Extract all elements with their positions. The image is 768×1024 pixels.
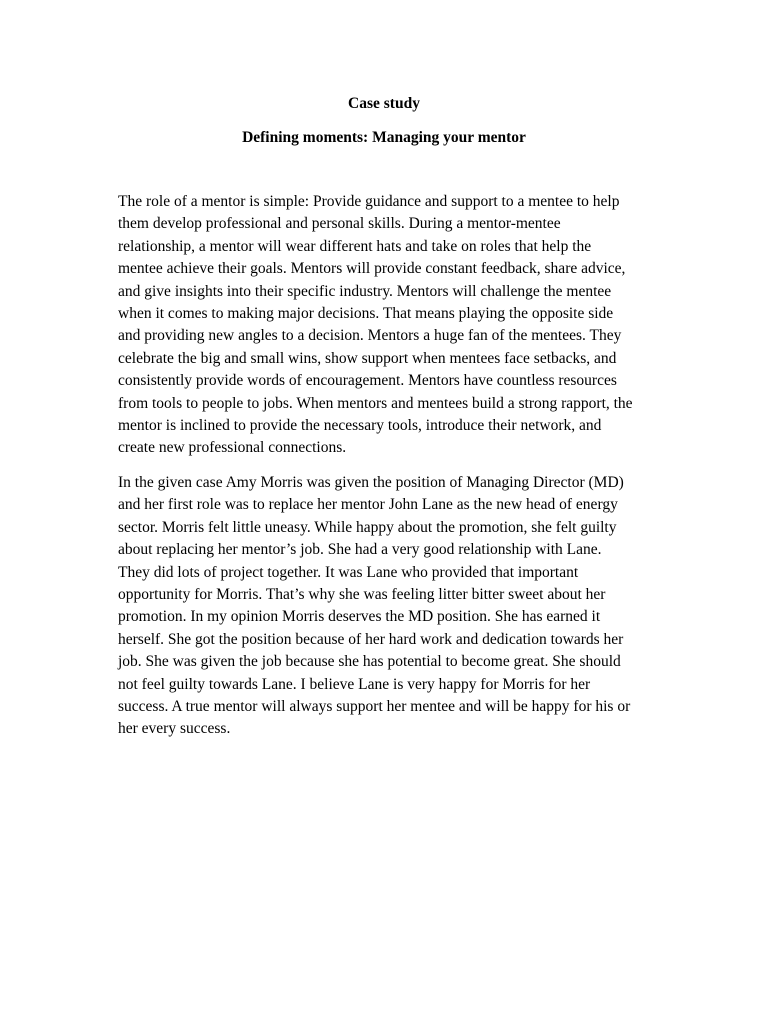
paragraph-line: and give insights into their specific industry. Mentors will challenge the mentee	[118, 282, 612, 300]
paragraph-line: job. She was given the job because she has potential to become great. She should	[118, 653, 621, 671]
paragraph-line: relationship, a mentor will wear different hats and take on roles that help the	[118, 237, 592, 255]
paragraph-line: from tools to people to jobs. When mentors and mentees build a strong rapport, the	[118, 394, 633, 412]
paragraph-line: celebrate the big and small wins, show support when mentees face setbacks, and	[118, 349, 617, 367]
paragraph-line: and providing new angles to a decision. Mentors a huge fan of the mentees. They	[118, 327, 622, 345]
document-title: Case study	[348, 95, 420, 112]
document-subtitle: Defining moments: Managing your mentor	[242, 129, 526, 146]
paragraph-line: mentee achieve their goals. Mentors will provide constant feedback, share advice,	[118, 260, 626, 278]
paragraph-line: when it comes to making major decisions. That means playing the opposite side	[118, 305, 614, 323]
paragraph-line: not feel guilty towards Lane. I believe Lane is very happy for Morris for her	[118, 675, 591, 693]
paragraph-line: consistently provide words of encouragement. Mentors have countless resources	[118, 372, 617, 390]
paragraph-line: her every success.	[118, 720, 231, 738]
paragraph-line: and her first role was to replace her mentor John Lane as the new head of energy	[118, 496, 618, 514]
paragraph-2	[118, 472, 666, 741]
paragraph-line: them develop professional and personal skills. During a mentor-mentee	[118, 215, 561, 233]
paragraph-line: create new professional connections.	[118, 439, 347, 457]
paragraph-line: about replacing her mentor’s job. She had a very good relationship with Lane.	[118, 541, 602, 559]
paragraph-line: success. A true mentor will always support her mentee and will be happy for his or	[118, 698, 631, 716]
paragraph-line: promotion. In my opinion Morris deserves the MD position. She has earned it	[118, 608, 601, 626]
paragraph-line: opportunity for Morris. That’s why she was feeling litter bitter sweet about her	[118, 586, 606, 604]
paragraph-line: herself. She got the position because of her hard work and dedication towards her	[118, 630, 624, 648]
paragraph-1	[118, 191, 666, 460]
paragraph-line: sector. Morris felt little uneasy. While happy about the promotion, she felt guilty	[118, 518, 617, 536]
paragraph-line: They did lots of project together. It was Lane who provided that important	[118, 563, 579, 581]
paragraph-line: In the given case Amy Morris was given the position of Managing Director (MD)	[118, 474, 624, 491]
paragraph-line: mentor is inclined to provide the necessary tools, introduce their network, and	[118, 417, 602, 435]
paragraph-line: The role of a mentor is simple: Provide guidance and support to a mentee to help	[118, 193, 620, 210]
